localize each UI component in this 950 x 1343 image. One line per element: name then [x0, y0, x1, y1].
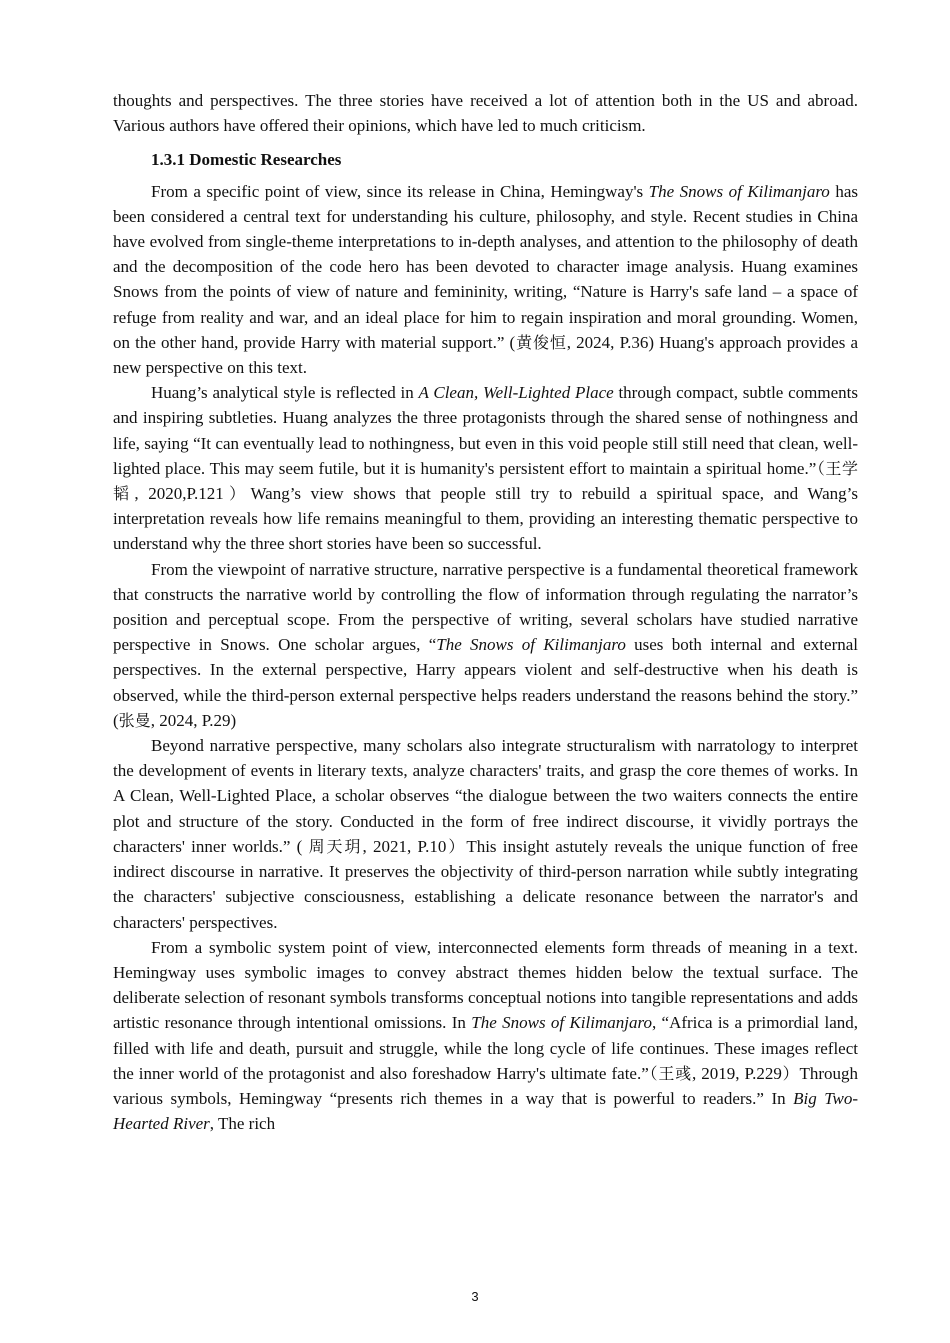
cjk-author: （王彧	[648, 1063, 692, 1083]
text-run: , 2024, P.36) Huang's approach provides a new perspective on this text.	[113, 332, 858, 378]
text-run: From a specific point of view, since its release in China, Hemingway's	[151, 181, 649, 201]
text-run: , The rich	[209, 1114, 276, 1134]
paragraph-1	[113, 179, 858, 381]
cjk-author: 周天玥	[308, 836, 363, 856]
cjk-bracket: ）	[781, 1063, 800, 1083]
text-run: Through various symbols, Hemingway “presents rich themes in a way that is powerful to readers.” In	[113, 1063, 858, 1108]
cjk-author: 黄俊恒	[515, 332, 567, 352]
opening-text: thoughts and perspectives. The three stories have received a lot of attention both in the US and abroad. Various authors have offered their opinions, which have led to much criticism.	[113, 91, 858, 136]
document-body	[113, 88, 858, 1136]
italic-title: Big Two-Hearted River	[113, 1088, 858, 1134]
cjk-bracket: ）	[223, 484, 251, 504]
text-run: , “Africa is a primordial land, filled with life and death, pursuit and struggle, while the long cycle of life continues. These images reflect the inner world of the protagonist and also foreshadow Harry's ultimate fate.”	[113, 1013, 859, 1083]
cjk-author: 张曼	[118, 710, 151, 730]
text-run: From the viewpoint of narrative structure, narrative perspective is a fundamental theoretical framework that constructs the narrative world by controlling the flow of information through regulating the narrator’s position and perceptual scope. From the perspective of writing, several scholars have studied narrative perspective in Snows. One scholar argues, “	[113, 559, 858, 655]
page-number: 3	[471, 1289, 479, 1304]
text-run: has been considered a central text for understanding his culture, philosophy, and style. Recent studies in China have evolved from single-theme interpretations to in-depth analyses, and attention to the philosophy of death and the decomposition of the code hero has been devoted to character image analysis. Huang examines Snows from the points of view of nature and femininity, writing, “Nature is Harry's safe land – a space of refuge from reality and war, and an ideal place for him to regain inspiration and moral grounding. Women, on the other hand, provide Harry with material support.” (	[113, 181, 858, 352]
text-run: , 2019, P.229	[691, 1063, 782, 1083]
text-run: , 2020,P.121	[134, 484, 224, 504]
opening-paragraph	[113, 88, 858, 138]
text-run: Wang’s view shows that people still try to rebuild a spiritual space, and Wang’s interpretation reveals how life remains meaningful to them, providing an interesting thematic perspective to understand why the three short stories have been so successful.	[113, 484, 858, 554]
paragraph-3	[113, 557, 858, 733]
italic-title: The Snows of Kilimanjaro	[648, 181, 830, 201]
text-run: Huang’s analytical style is reflected in	[151, 383, 419, 403]
cjk-author: （王学韬	[113, 458, 858, 504]
paragraph-5	[113, 935, 858, 1137]
italic-title: The Snows of Kilimanjaro	[471, 1013, 652, 1033]
text-run: , 2024, P.29)	[150, 710, 237, 730]
text-run: From a symbolic system point of view, interconnected elements form threads of meaning in a text. Hemingway uses symbolic images to convey abstract themes hidden below the textual surface. The deliberate selection of resonant symbols transforms conceptual notions into tangible representations and adds artistic resonance through intentional omissions. In	[113, 937, 858, 1033]
text-run: , 2021, P.10	[362, 836, 447, 856]
text-run: This insight astutely reveals the unique function of free indirect discourse in narrative. It preserves the objectivity of third-person narration while subtly integrating the characters' subjective consciousness, establishing a delicate resonance between the narrator's and characters' perspectives.	[113, 836, 858, 932]
text-run: uses both internal and external perspectives. In the external perspective, Harry appears violent and self-destructive when his death is observed, while the third-person external perspective helps readers understand the reasons behind the story.” (	[113, 635, 859, 730]
paragraph-2	[113, 380, 858, 556]
section-heading: 1.3.1 Domestic Researches	[151, 150, 342, 170]
paragraph-4	[113, 733, 858, 935]
cjk-bracket: ）	[446, 836, 467, 856]
text-run: Beyond narrative perspective, many scholars also integrate structuralism with narratology to interpret the development of events in literary texts, analyze characters' traits, and grasp the core themes of works. In A Clean, Well-Lighted Place, a scholar observes “the dialogue between the two waiters connects the entire plot and structure of the story. Conducted in the form of free indirect discourse, it vividly portrays the characters' inner worlds.” (	[113, 736, 858, 856]
italic-title: A Clean, Well-Lighted Place	[418, 383, 614, 403]
italic-title: The Snows of Kilimanjaro	[436, 635, 626, 655]
text-run: through compact, subtle comments and inspiring subtleties. Huang analyzes the three protagonists through the shared sense of nothingness and life, saying “It can eventually lead to nothingness, but even in this void people still still need that clean, well-lighted place. This may seem futile, but it is humanity's persistent effort to maintain a spiritual home.”	[113, 383, 858, 478]
